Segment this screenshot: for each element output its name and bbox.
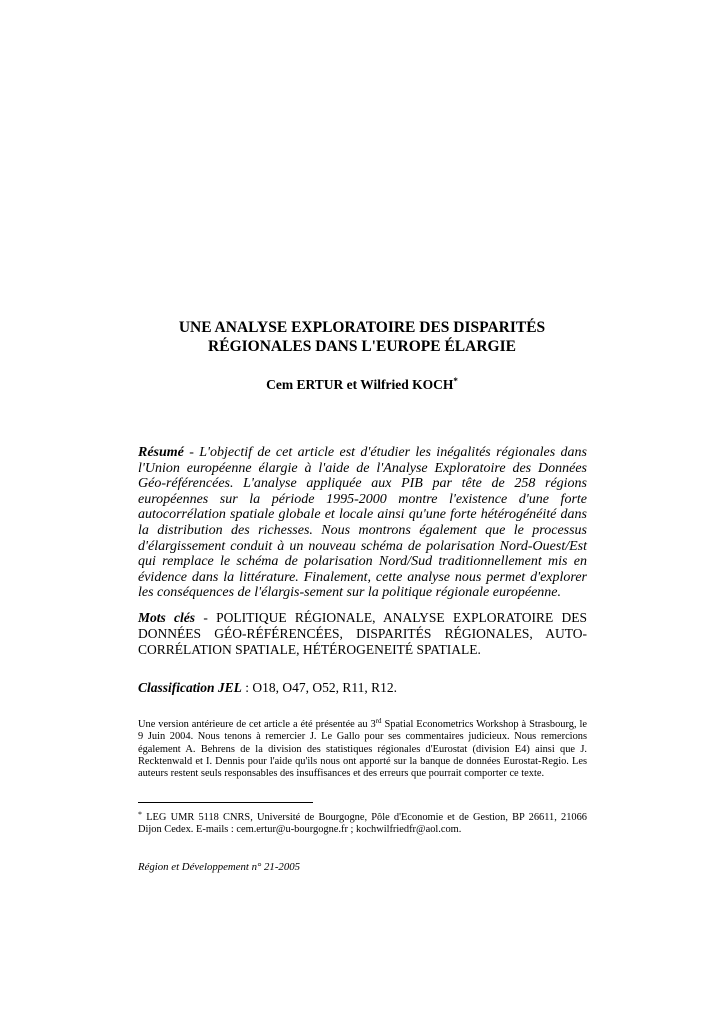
jel-classification [138, 680, 587, 696]
footnote-marker: * [138, 810, 142, 819]
note-ordinal: rd [375, 717, 382, 725]
acknowledgement-note [138, 719, 587, 780]
abstract-label: Résumé [138, 445, 184, 460]
jel-label: Classification JEL [138, 680, 242, 695]
note-part-1: Une version antérieure de cet article a été présentée au 3 [138, 719, 376, 730]
keywords-label: Mots clés [138, 610, 196, 625]
authors [90, 377, 634, 393]
title-line-2: RÉGIONALES DANS L'EUROPE ÉLARGIE [208, 338, 516, 355]
journal-reference: Région et Développement n° 21-2005 [138, 861, 301, 873]
author-names: Cem ERTUR et Wilfried KOCH [266, 377, 454, 392]
keywords [138, 610, 587, 658]
abstract [138, 445, 587, 601]
footnote-divider [138, 802, 313, 803]
note-part-2: Spatial Econometrics Workshop à Strasbourg, le 9 Juin 2004. Nous tenons à remercier J. Le Gallo pour ses commentaires judicieux. Nous remercions également A. Behrens de la division des statistiques régionales d'Eurostat (division E4) ainsi que J. Recktenwald et I. Dennis pour l'aide qu'ils nous ont apporté sur la banque de données Eurostat-Regio. Les auteurs restent seuls responsables des insuffisances et des erreurs que pourrait comporter ce texte. [138, 719, 587, 780]
keywords-text: - POLITIQUE RÉGIONALE, ANALYSE EXPLORATOIRE DES DONNÉES GÉO-RÉFÉRENCÉES, DISPARITÉS RÉGIONALES, AUTO-CORRÉLATION SPATIALE, HÉTÉROGENEITÉ SPATIALE. [138, 610, 587, 657]
footnote [138, 812, 587, 837]
paper-title [90, 318, 634, 356]
jel-codes: : O18, O47, O52, R11, R12. [241, 680, 398, 695]
abstract-text: - L'objectif de cet article est d'étudier les inégalités régionales dans l'Union européenne élargie à l'aide de l'Analyse Exploratoire des Données Géo-référencées. L'analyse appliquée aux PIB par tête de 258 régions européennes sur la période 1995-2000 montre l'existence d'une forte autocorrélation spatiale globale et locale ainsi qu'une forte hétérogénéité dans la distribution des richesses. Nous montrons également que le processus d'élargissement conduit à un nouveau schéma de polarisation Nord-Ouest/Est qui remplace le schéma de polarisation Nord/Sud traditionnellement mis en évidence dans la littérature. Finalement, cette analyse nous permet d'explorer les conséquences de l'élargis-sement sur la politique régionale européenne. [138, 445, 587, 601]
author-footnote-marker: * [453, 376, 458, 386]
footnote-text: LEG UMR 5118 CNRS, Université de Bourgogne, Pôle d'Economie et de Gestion, BP 26611, 21066 Dijon Cedex. E-mails : cem.ertur@u-bourgogne.fr ; kochwilfriedfr@aol.com. [138, 812, 587, 836]
title-line-1: UNE ANALYSE EXPLORATOIRE DES DISPARITÉS [178, 319, 546, 336]
